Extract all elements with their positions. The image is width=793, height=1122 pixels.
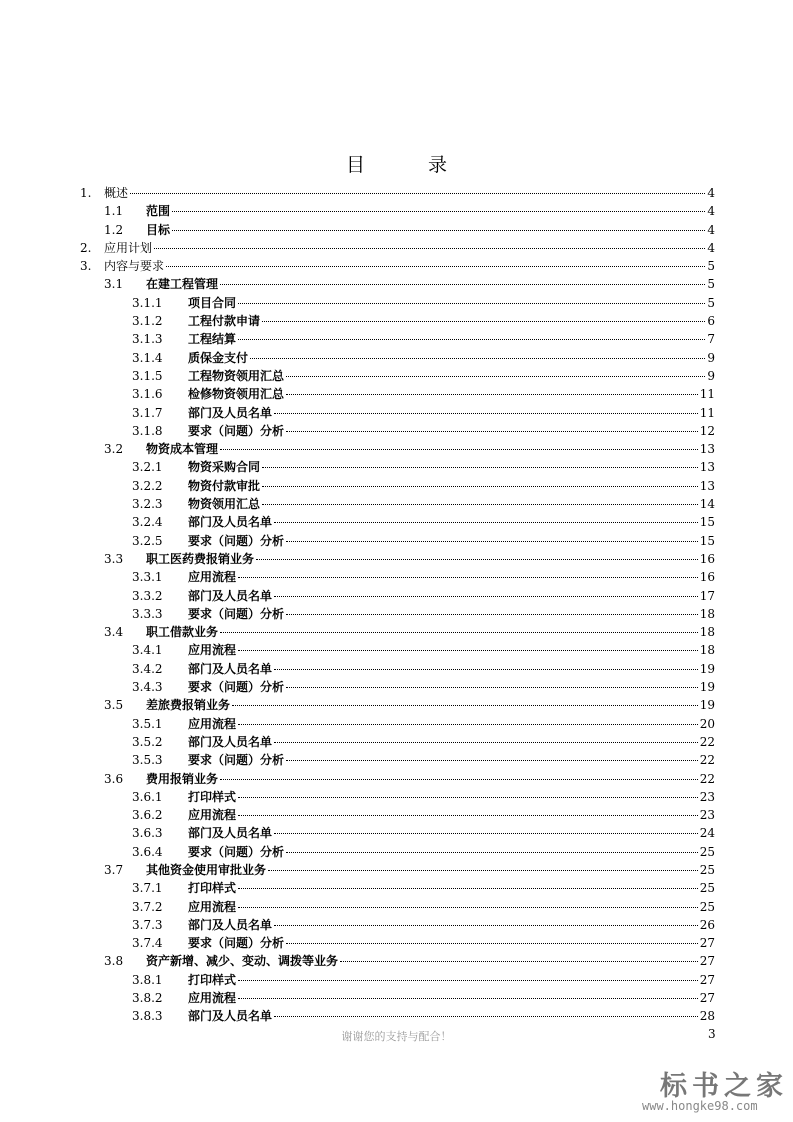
toc-entry-number: 3.2.2 (132, 478, 163, 493)
toc-leader-dots (274, 833, 698, 834)
toc-entry-page: 9 (707, 350, 715, 365)
toc-entry-title: 要求（问题）分析 (188, 936, 285, 951)
toc-entry-number: 3.3.1 (132, 570, 163, 585)
toc-entry-title: 应用流程 (188, 716, 237, 731)
toc-leader-dots (262, 504, 698, 505)
toc-entry-page: 19 (699, 698, 715, 713)
toc-entry-title: 部门及人员名单 (188, 405, 273, 420)
toc-entry-title: 要求（问题）分析 (188, 844, 285, 859)
toc-leader-dots (238, 888, 698, 889)
toc-leader-dots (238, 907, 698, 908)
toc-entry-line (104, 184, 715, 202)
toc-entry-page: 25 (699, 899, 715, 914)
toc-entry-title: 物资采购合同 (188, 460, 261, 475)
toc-entry-page: 12 (699, 423, 715, 438)
toc-leader-dots (286, 541, 698, 542)
toc-entry-title: 工程结算 (188, 332, 237, 347)
toc-entry-number: 1.1 (104, 204, 124, 219)
toc-entry-line (146, 861, 715, 879)
toc-entry[interactable] (0, 660, 793, 678)
toc-leader-dots (268, 870, 698, 871)
toc-entry-line (104, 257, 715, 275)
toc-entry-title: 应用流程 (188, 808, 237, 823)
toc-leader-dots (154, 248, 705, 249)
toc-leader-dots (262, 486, 698, 487)
toc-leader-dots (220, 779, 698, 780)
toc-entry-page: 27 (699, 991, 715, 1006)
toc-entry-line (188, 532, 715, 550)
toc-entry-page: 7 (707, 332, 715, 347)
toc-entry-number: 3.1.4 (132, 350, 163, 365)
toc-entry-title: 物资成本管理 (146, 442, 219, 457)
toc-entry-title: 项目合同 (188, 295, 237, 310)
toc-entry-page: 27 (699, 936, 715, 951)
toc-entry-number: 3.7.2 (132, 899, 163, 914)
toc-entry-line (188, 916, 715, 934)
toc-entry-page: 25 (699, 862, 715, 877)
toc-entry-number: 3.2.5 (132, 533, 163, 548)
toc-entry-title: 要求（问题）分析 (188, 680, 285, 695)
toc-entry-line (146, 221, 715, 239)
toc-entry[interactable] (0, 824, 793, 842)
toc-entry[interactable] (0, 312, 793, 330)
toc-entry-page: 17 (699, 588, 715, 603)
toc-entry-number: 3.7.1 (132, 881, 163, 896)
toc-entry-line (188, 879, 715, 897)
toc-entry-page: 26 (699, 917, 715, 932)
toc-entry-line (188, 495, 715, 513)
toc-entry-line (188, 349, 715, 367)
toc-entry-title: 差旅费报销业务 (146, 698, 231, 713)
toc-entry-title: 部门及人员名单 (188, 1009, 273, 1024)
toc-entry-number: 3.1.6 (132, 387, 163, 402)
toc-entry-title: 应用流程 (188, 991, 237, 1006)
toc-entry-page: 22 (699, 753, 715, 768)
toc-entry-title: 检修物资领用汇总 (188, 387, 285, 402)
toc-entry-page: 4 (707, 204, 715, 219)
toc-entry-page: 4 (707, 222, 715, 237)
toc-entry-title: 费用报销业务 (146, 771, 219, 786)
toc-entry-line (188, 641, 715, 659)
toc-entry-line (188, 330, 715, 348)
toc-entry-title: 范围 (146, 204, 171, 219)
toc-entry-number: 3.6 (104, 771, 124, 786)
toc-entry[interactable] (0, 294, 793, 312)
toc-leader-dots (238, 650, 698, 651)
toc-entry-title: 要求（问题）分析 (188, 423, 285, 438)
toc-leader-dots (238, 724, 698, 725)
toc-leader-dots (232, 705, 698, 706)
toc-entry-page: 25 (699, 844, 715, 859)
toc-entry-line (104, 239, 715, 257)
toc-entry[interactable] (0, 458, 793, 476)
toc-entry-page: 18 (699, 643, 715, 658)
toc-entry-title: 资产新增、减少、变动、调拨等业务 (146, 954, 339, 969)
toc-entry-number: 1.2 (104, 222, 124, 237)
toc-entry-line (188, 751, 715, 769)
toc-entry-number: 3.1 (104, 277, 124, 292)
toc-leader-dots (286, 431, 698, 432)
toc-entry-page: 9 (707, 368, 715, 383)
toc-entry-number: 3.7 (104, 862, 124, 877)
toc-entry[interactable] (0, 898, 793, 916)
toc-entry-line (188, 989, 715, 1007)
toc-entry[interactable] (0, 330, 793, 348)
toc-entry-line (188, 733, 715, 751)
toc-entry[interactable] (0, 623, 793, 641)
toc-leader-dots (238, 797, 698, 798)
toc-entry-page: 22 (699, 771, 715, 786)
toc-entry[interactable] (0, 971, 793, 989)
toc-entry-page: 18 (699, 606, 715, 621)
toc-leader-dots (262, 467, 698, 468)
toc-entry-number: 3.4.1 (132, 643, 163, 658)
toc-leader-dots (220, 449, 698, 450)
page-title: 目 录 (345, 154, 469, 176)
watermark-logo: 标书之家 (660, 1071, 788, 1102)
toc-entry[interactable] (0, 696, 793, 714)
toc-entry-title: 工程付款申请 (188, 314, 261, 329)
toc-leader-dots (274, 742, 698, 743)
toc-entry[interactable] (0, 879, 793, 897)
toc-entry-title: 在建工程管理 (146, 277, 219, 292)
toc-entry-line (188, 404, 715, 422)
toc-entry[interactable] (0, 532, 793, 550)
toc-entry-line (188, 568, 715, 586)
toc-entry-line (188, 513, 715, 531)
toc-entry-line (188, 1007, 715, 1025)
toc-entry[interactable] (0, 422, 793, 440)
toc-entry[interactable] (0, 715, 793, 733)
toc-entry[interactable] (0, 806, 793, 824)
toc-entry-title: 部门及人员名单 (188, 826, 273, 841)
toc-entry[interactable] (0, 934, 793, 952)
watermark-url: www.hongke98.com (642, 1099, 758, 1113)
toc-entry-page: 15 (699, 533, 715, 548)
toc-entry-page: 18 (699, 625, 715, 640)
toc-entry-number: 3.2.4 (132, 515, 163, 530)
toc-entry[interactable] (0, 770, 793, 788)
toc-entry-title: 打印样式 (188, 972, 237, 987)
toc-entry-number: 3.4.3 (132, 680, 163, 695)
toc-entry-number: 3.4.2 (132, 661, 163, 676)
toc-entry-page: 16 (699, 570, 715, 585)
toc-entry-number: 3.7.4 (132, 936, 163, 951)
toc-entry-number: 3.7.3 (132, 917, 163, 932)
toc-leader-dots (220, 284, 705, 285)
toc-entry-line (188, 934, 715, 952)
toc-leader-dots (220, 632, 698, 633)
toc-entry-page: 23 (699, 808, 715, 823)
toc-entry-title: 要求（问题）分析 (188, 753, 285, 768)
toc-entry-number: 3.5 (104, 698, 124, 713)
toc-entry-title: 质保金支付 (188, 350, 249, 365)
toc-entry[interactable] (0, 385, 793, 403)
toc-entry-line (146, 623, 715, 641)
toc-entry-page: 25 (699, 881, 715, 896)
toc-leader-dots (286, 376, 705, 377)
toc-entry[interactable] (0, 751, 793, 769)
toc-entry-number: 3.8.3 (132, 1009, 163, 1024)
toc-entry-number: 3.1.5 (132, 368, 163, 383)
toc-entry-title: 物资付款审批 (188, 478, 261, 493)
toc-entry[interactable] (0, 184, 793, 202)
table-of-contents (0, 184, 793, 1026)
toc-entry-page: 16 (699, 551, 715, 566)
toc-entry-line (188, 385, 715, 403)
toc-leader-dots (286, 687, 698, 688)
toc-entry-line (146, 770, 715, 788)
toc-entry-number: 3.1.3 (132, 332, 163, 347)
toc-entry[interactable] (0, 513, 793, 531)
toc-entry-number: 3.1.2 (132, 314, 163, 329)
toc-entry-title: 部门及人员名单 (188, 661, 273, 676)
toc-entry[interactable] (0, 678, 793, 696)
toc-entry-title: 要求（问题）分析 (188, 606, 285, 621)
toc-entry[interactable] (0, 257, 793, 275)
toc-entry[interactable] (0, 1007, 793, 1025)
toc-entry-line (188, 294, 715, 312)
toc-entry-number: 2. (80, 240, 92, 255)
toc-leader-dots (238, 980, 698, 981)
toc-entry-line (188, 824, 715, 842)
toc-entry-title: 物资领用汇总 (188, 497, 261, 512)
toc-leader-dots (274, 413, 698, 414)
toc-leader-dots (250, 358, 705, 359)
toc-entry[interactable] (0, 733, 793, 751)
toc-entry-number: 3.8.2 (132, 991, 163, 1006)
toc-entry-title: 职工借款业务 (146, 625, 219, 640)
toc-entry-title: 要求（问题）分析 (188, 533, 285, 548)
toc-entry[interactable] (0, 202, 793, 220)
toc-entry-number: 1. (80, 186, 92, 200)
toc-entry[interactable] (0, 367, 793, 385)
toc-entry-title: 应用计划 (104, 240, 153, 255)
toc-entry[interactable] (0, 495, 793, 513)
toc-entry-line (188, 788, 715, 806)
toc-leader-dots (238, 303, 705, 304)
toc-entry-page: 6 (707, 314, 715, 329)
toc-entry-line (188, 458, 715, 476)
toc-entry-title: 应用流程 (188, 570, 237, 585)
toc-entry-number: 3.6.2 (132, 808, 163, 823)
toc-entry-line (188, 715, 715, 733)
toc-entry-number: 3.4 (104, 625, 124, 640)
toc-entry-number: 3.2.1 (132, 460, 163, 475)
toc-entry[interactable] (0, 843, 793, 861)
toc-entry-number: 3. (80, 259, 92, 274)
toc-entry-page: 4 (707, 186, 715, 200)
toc-entry-line (188, 843, 715, 861)
toc-entry-page: 20 (699, 716, 715, 731)
toc-entry[interactable] (0, 568, 793, 586)
toc-leader-dots (340, 961, 698, 962)
toc-leader-dots (166, 266, 705, 267)
toc-entry-line (188, 312, 715, 330)
toc-leader-dots (286, 852, 698, 853)
toc-leader-dots (238, 577, 698, 578)
toc-entry[interactable] (0, 641, 793, 659)
toc-entry[interactable] (0, 221, 793, 239)
page-number: 3 (708, 1027, 716, 1041)
toc-entry-number: 3.1.8 (132, 423, 163, 438)
toc-entry[interactable] (0, 477, 793, 495)
toc-entry-line (188, 971, 715, 989)
toc-entry-title: 打印样式 (188, 881, 237, 896)
toc-entry-title: 内容与要求 (104, 259, 165, 274)
toc-entry[interactable] (0, 861, 793, 879)
toc-entry[interactable] (0, 550, 793, 568)
toc-entry-number: 3.1.1 (132, 295, 163, 310)
toc-entry-page: 15 (699, 515, 715, 530)
toc-entry-page: 23 (699, 789, 715, 804)
toc-entry-number: 3.6.4 (132, 844, 163, 859)
toc-entry[interactable] (0, 239, 793, 257)
toc-entry-number: 3.6.3 (132, 826, 163, 841)
toc-leader-dots (238, 815, 698, 816)
toc-leader-dots (286, 943, 698, 944)
toc-leader-dots (286, 760, 698, 761)
footer-text: 谢谢您的支持与配合！ (341, 1030, 452, 1043)
toc-entry[interactable] (0, 605, 793, 623)
toc-leader-dots (172, 230, 705, 231)
toc-entry[interactable] (0, 440, 793, 458)
toc-entry-number: 3.6.1 (132, 789, 163, 804)
toc-entry[interactable] (0, 916, 793, 934)
toc-entry-page: 14 (699, 497, 715, 512)
toc-entry-title: 部门及人员名单 (188, 734, 273, 749)
toc-entry-number: 3.5.2 (132, 734, 163, 749)
toc-entry-line (146, 952, 715, 970)
toc-entry-line (188, 477, 715, 495)
toc-entry-number: 3.5.1 (132, 716, 163, 731)
toc-entry-number: 3.8 (104, 954, 124, 969)
toc-entry-title: 其他资金使用审批业务 (146, 862, 267, 877)
toc-entry-line (188, 678, 715, 696)
toc-entry-page: 13 (699, 478, 715, 493)
toc-entry-line (188, 587, 715, 605)
toc-entry[interactable] (0, 275, 793, 293)
toc-entry[interactable] (0, 404, 793, 422)
toc-entry-line (146, 275, 715, 293)
toc-leader-dots (274, 1016, 698, 1017)
toc-leader-dots (130, 193, 705, 194)
toc-entry-page: 13 (699, 442, 715, 457)
toc-entry-line (146, 696, 715, 714)
toc-entry-title: 应用流程 (188, 643, 237, 658)
toc-entry-page: 19 (699, 680, 715, 695)
toc-leader-dots (238, 339, 705, 340)
toc-entry[interactable] (0, 989, 793, 1007)
toc-entry-page: 5 (707, 277, 715, 292)
toc-entry-number: 3.1.7 (132, 405, 163, 420)
toc-leader-dots (262, 321, 705, 322)
toc-entry-title: 应用流程 (188, 899, 237, 914)
toc-entry-line (188, 605, 715, 623)
toc-entry-number: 3.3.2 (132, 588, 163, 603)
toc-entry[interactable] (0, 587, 793, 605)
toc-entry-number: 3.2 (104, 442, 124, 457)
toc-entry-line (188, 422, 715, 440)
toc-entry-title: 打印样式 (188, 789, 237, 804)
toc-leader-dots (172, 211, 705, 212)
toc-entry-line (188, 806, 715, 824)
toc-entry-line (188, 367, 715, 385)
toc-entry-number: 3.3 (104, 551, 124, 566)
toc-entry-page: 27 (699, 954, 715, 969)
toc-entry-title: 部门及人员名单 (188, 515, 273, 530)
toc-entry[interactable] (0, 788, 793, 806)
toc-leader-dots (286, 394, 698, 395)
toc-entry-number: 3.5.3 (132, 753, 163, 768)
toc-entry[interactable] (0, 349, 793, 367)
toc-leader-dots (274, 925, 698, 926)
toc-leader-dots (286, 614, 698, 615)
toc-entry-line (146, 202, 715, 220)
toc-entry-page: 4 (707, 240, 715, 255)
toc-entry-page: 19 (699, 661, 715, 676)
toc-entry-title: 部门及人员名单 (188, 917, 273, 932)
toc-entry-line (188, 898, 715, 916)
toc-leader-dots (256, 559, 698, 560)
toc-entry-title: 工程物资领用汇总 (188, 368, 285, 383)
toc-entry-page: 27 (699, 972, 715, 987)
toc-entry[interactable] (0, 952, 793, 970)
toc-entry-page: 5 (707, 259, 715, 274)
toc-entry-page: 24 (699, 826, 715, 841)
toc-entry-line (188, 660, 715, 678)
toc-leader-dots (274, 522, 698, 523)
toc-entry-number: 3.2.3 (132, 497, 163, 512)
toc-entry-number: 3.3.3 (132, 606, 163, 621)
toc-entry-line (146, 550, 715, 568)
toc-entry-page: 13 (699, 460, 715, 475)
toc-entry-page: 22 (699, 734, 715, 749)
toc-entry-line (146, 440, 715, 458)
toc-entry-title: 概述 (104, 186, 129, 200)
toc-entry-title: 职工医药费报销业务 (146, 551, 255, 566)
toc-entry-page: 5 (707, 295, 715, 310)
toc-entry-page: 11 (699, 405, 715, 420)
toc-entry-title: 目标 (146, 222, 171, 237)
toc-entry-title: 部门及人员名单 (188, 588, 273, 603)
toc-leader-dots (238, 998, 698, 999)
toc-entry-page: 11 (699, 387, 715, 402)
toc-entry-number: 3.8.1 (132, 972, 163, 987)
toc-leader-dots (274, 596, 698, 597)
toc-entry-page: 28 (699, 1009, 715, 1024)
toc-leader-dots (274, 669, 698, 670)
